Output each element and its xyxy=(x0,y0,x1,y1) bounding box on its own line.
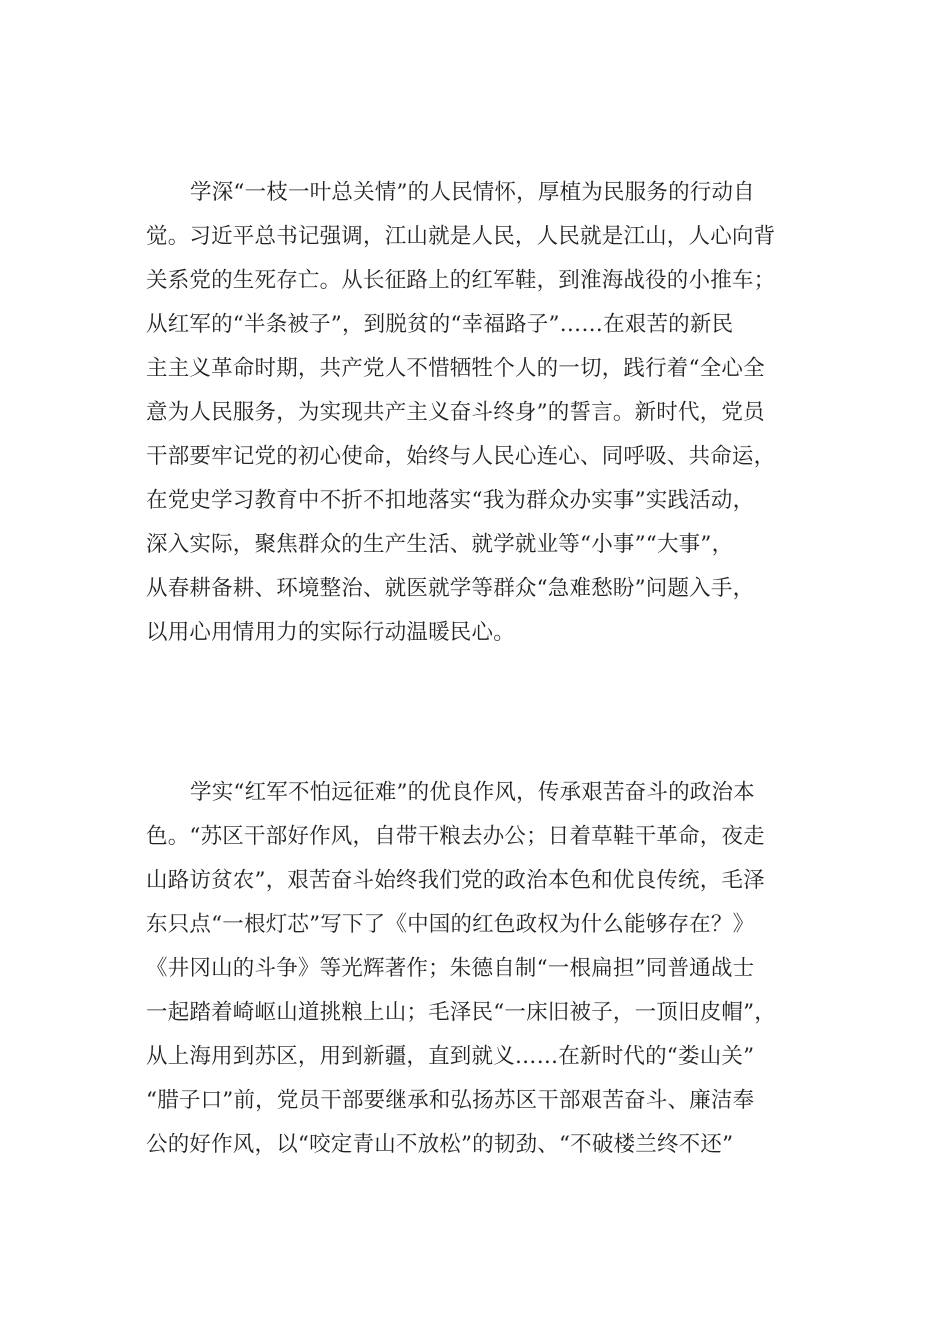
text-line: 从红军的“半条被子”，到脱贫的“幸福路子”……在艰苦的新民 xyxy=(146,312,734,337)
text-line: 以用心用情用力的实际行动温暖民心。 xyxy=(146,620,515,645)
text-line: 干部要牢记党的初心使命，始终与人民心连心、同呼吸、共命运， xyxy=(146,444,776,469)
text-line: 公的好作风，以“咬定青山不放松”的韧劲、“不破楼兰终不还” xyxy=(146,1132,734,1157)
text-line: 主主义革命时期，共产党人不惜牺牲个人的一切，践行着“全心全 xyxy=(146,356,765,381)
text-line: 一起踏着崎岖山道挑粮上山；毛泽民“一床旧被子，一顶旧皮帽”， xyxy=(146,1000,776,1025)
text-line: “腊子口”前，党员干部要继承和弘扬苏区干部艰苦奋斗、廉洁奉 xyxy=(146,1088,755,1113)
text-line: 东只点“一根灯芯”写下了《中国的红色政权为什么能够存在？》 xyxy=(146,912,755,937)
text-line: 山路访贫农”，艰苦奋斗始终我们党的政治本色和优良传统，毛泽 xyxy=(146,868,765,893)
text-line: 学深“一枝一叶总关情”的人民情怀，厚植为民服务的行动自 xyxy=(190,180,755,205)
text-line: 关系党的生死存亡。从长征路上的红军鞋，到淮海战役的小推车； xyxy=(146,268,776,293)
text-line: 觉。习近平总书记强调，江山就是人民，人民就是江山，人心向背 xyxy=(146,224,776,249)
text-line: 从上海用到苏区，用到新疆，直到就义……在新时代的“娄山关” xyxy=(146,1044,755,1069)
text-line: 色。“苏区干部好作风，自带干粮去办公；日着草鞋干革命，夜走 xyxy=(146,824,765,849)
text-line: 从春耕备耕、环境整治、就医就学等群众“急难愁盼”问题入手， xyxy=(146,576,755,601)
text-line: 在党史学习教育中不折不扣地落实“我为群众办实事”实践活动， xyxy=(146,488,755,513)
text-line: 意为人民服务，为实现共产主义奋斗终身”的誓言。新时代，党员 xyxy=(146,400,765,425)
text-line: 深入实际，聚焦群众的生产生活、就学就业等“小事”“大事”， xyxy=(146,532,734,557)
text-line: 《井冈山的斗争》等光辉著作；朱德自制“一根扁担”同普通战士 xyxy=(146,956,755,981)
text-line: 学实“红军不怕远征难”的优良作风，传承艰苦奋斗的政治本 xyxy=(190,780,755,805)
